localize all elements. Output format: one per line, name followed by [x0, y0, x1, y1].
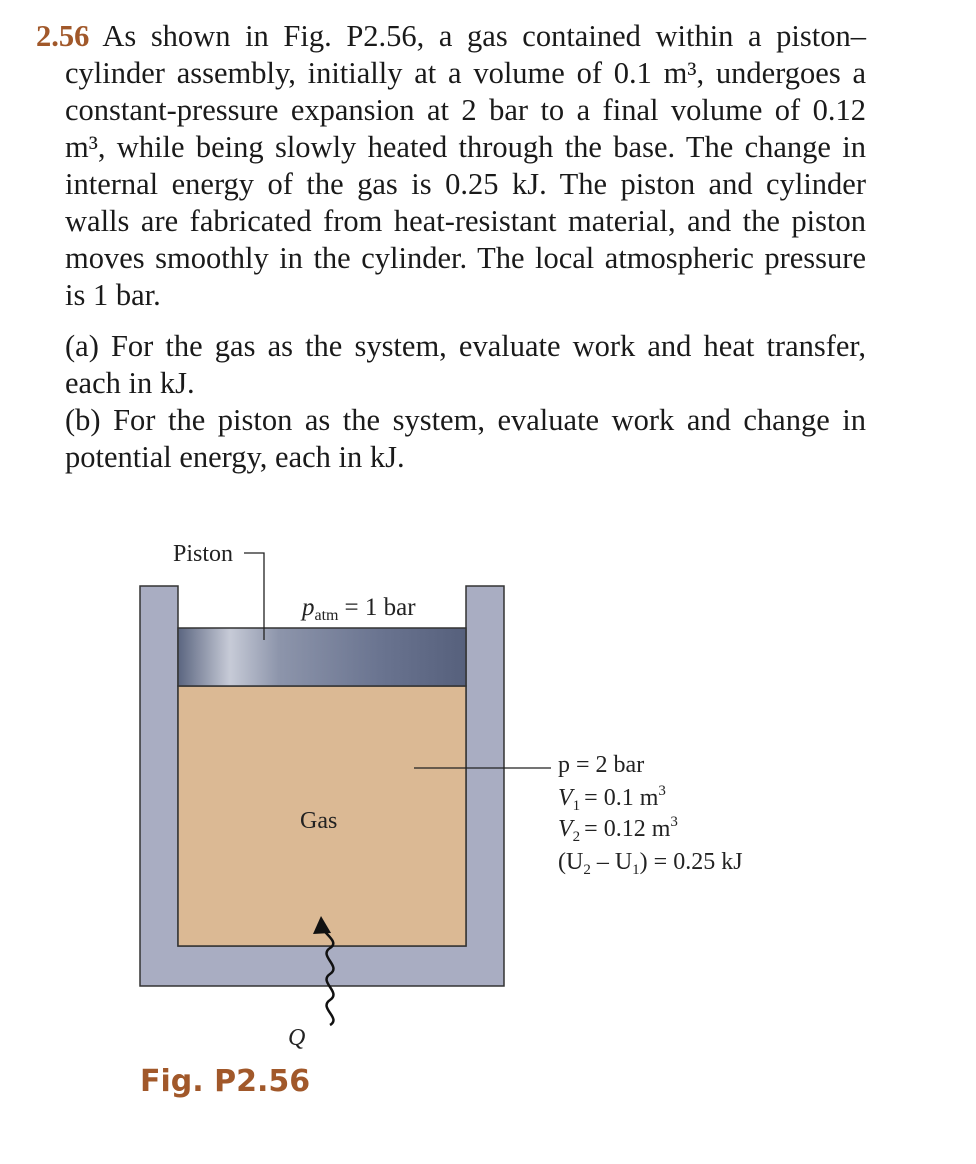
problem-statement [36, 18, 866, 314]
figure-caption: Fig. P2.56 [140, 1064, 311, 1099]
piston-cylinder-figure [0, 520, 976, 1120]
heat-label: Q [288, 1025, 306, 1051]
part-b: (b) For the piston as the system, evaluate work and change in potential energy, each in kJ. [65, 403, 866, 474]
problem-parts [65, 328, 866, 476]
problem-number: 2.56 [36, 19, 90, 53]
data-v2-power: 3 [670, 814, 678, 830]
piston-label: Piston [173, 541, 234, 567]
patm-value: = 1 bar [344, 594, 416, 621]
data-pressure: p = 2 bar [558, 752, 645, 778]
gas-label: Gas [300, 808, 338, 834]
data-internal-energy: $(U_2 - U_1) = 0.25$ kJ [558, 849, 743, 878]
part-a: (a) For the gas as the system, evaluate work and heat transfer, each in kJ. [65, 329, 866, 400]
gas-data-list [558, 752, 743, 878]
patm-subscript: atm [314, 607, 339, 624]
problem-text: As shown in Fig. P2.56, a gas contained within a piston–cylinder assembly, initially at a volume of 0.1 m³, undergoes a constant-pressure expansion at 2 bar to a final volume of 0.12 m³, while being slowly heated through the base. The change in internal energy of the gas is 0.25 kJ. The piston and cylinder walls are fabricated from heat-resistant material, and the piston moves smoothly in the cylinder. The local atmospheric pressure is 1 bar. [65, 19, 866, 312]
data-v1: $V_1 = 0.1$ $m^3$ [558, 783, 666, 814]
data-v2: $V_2 = 0.12$ $m^3$ [558, 814, 678, 845]
piston [178, 628, 466, 686]
problem-block [36, 18, 866, 476]
patm-label [300, 594, 416, 624]
patm-symbol: p [302, 594, 315, 621]
piston-leader-line [244, 553, 264, 640]
